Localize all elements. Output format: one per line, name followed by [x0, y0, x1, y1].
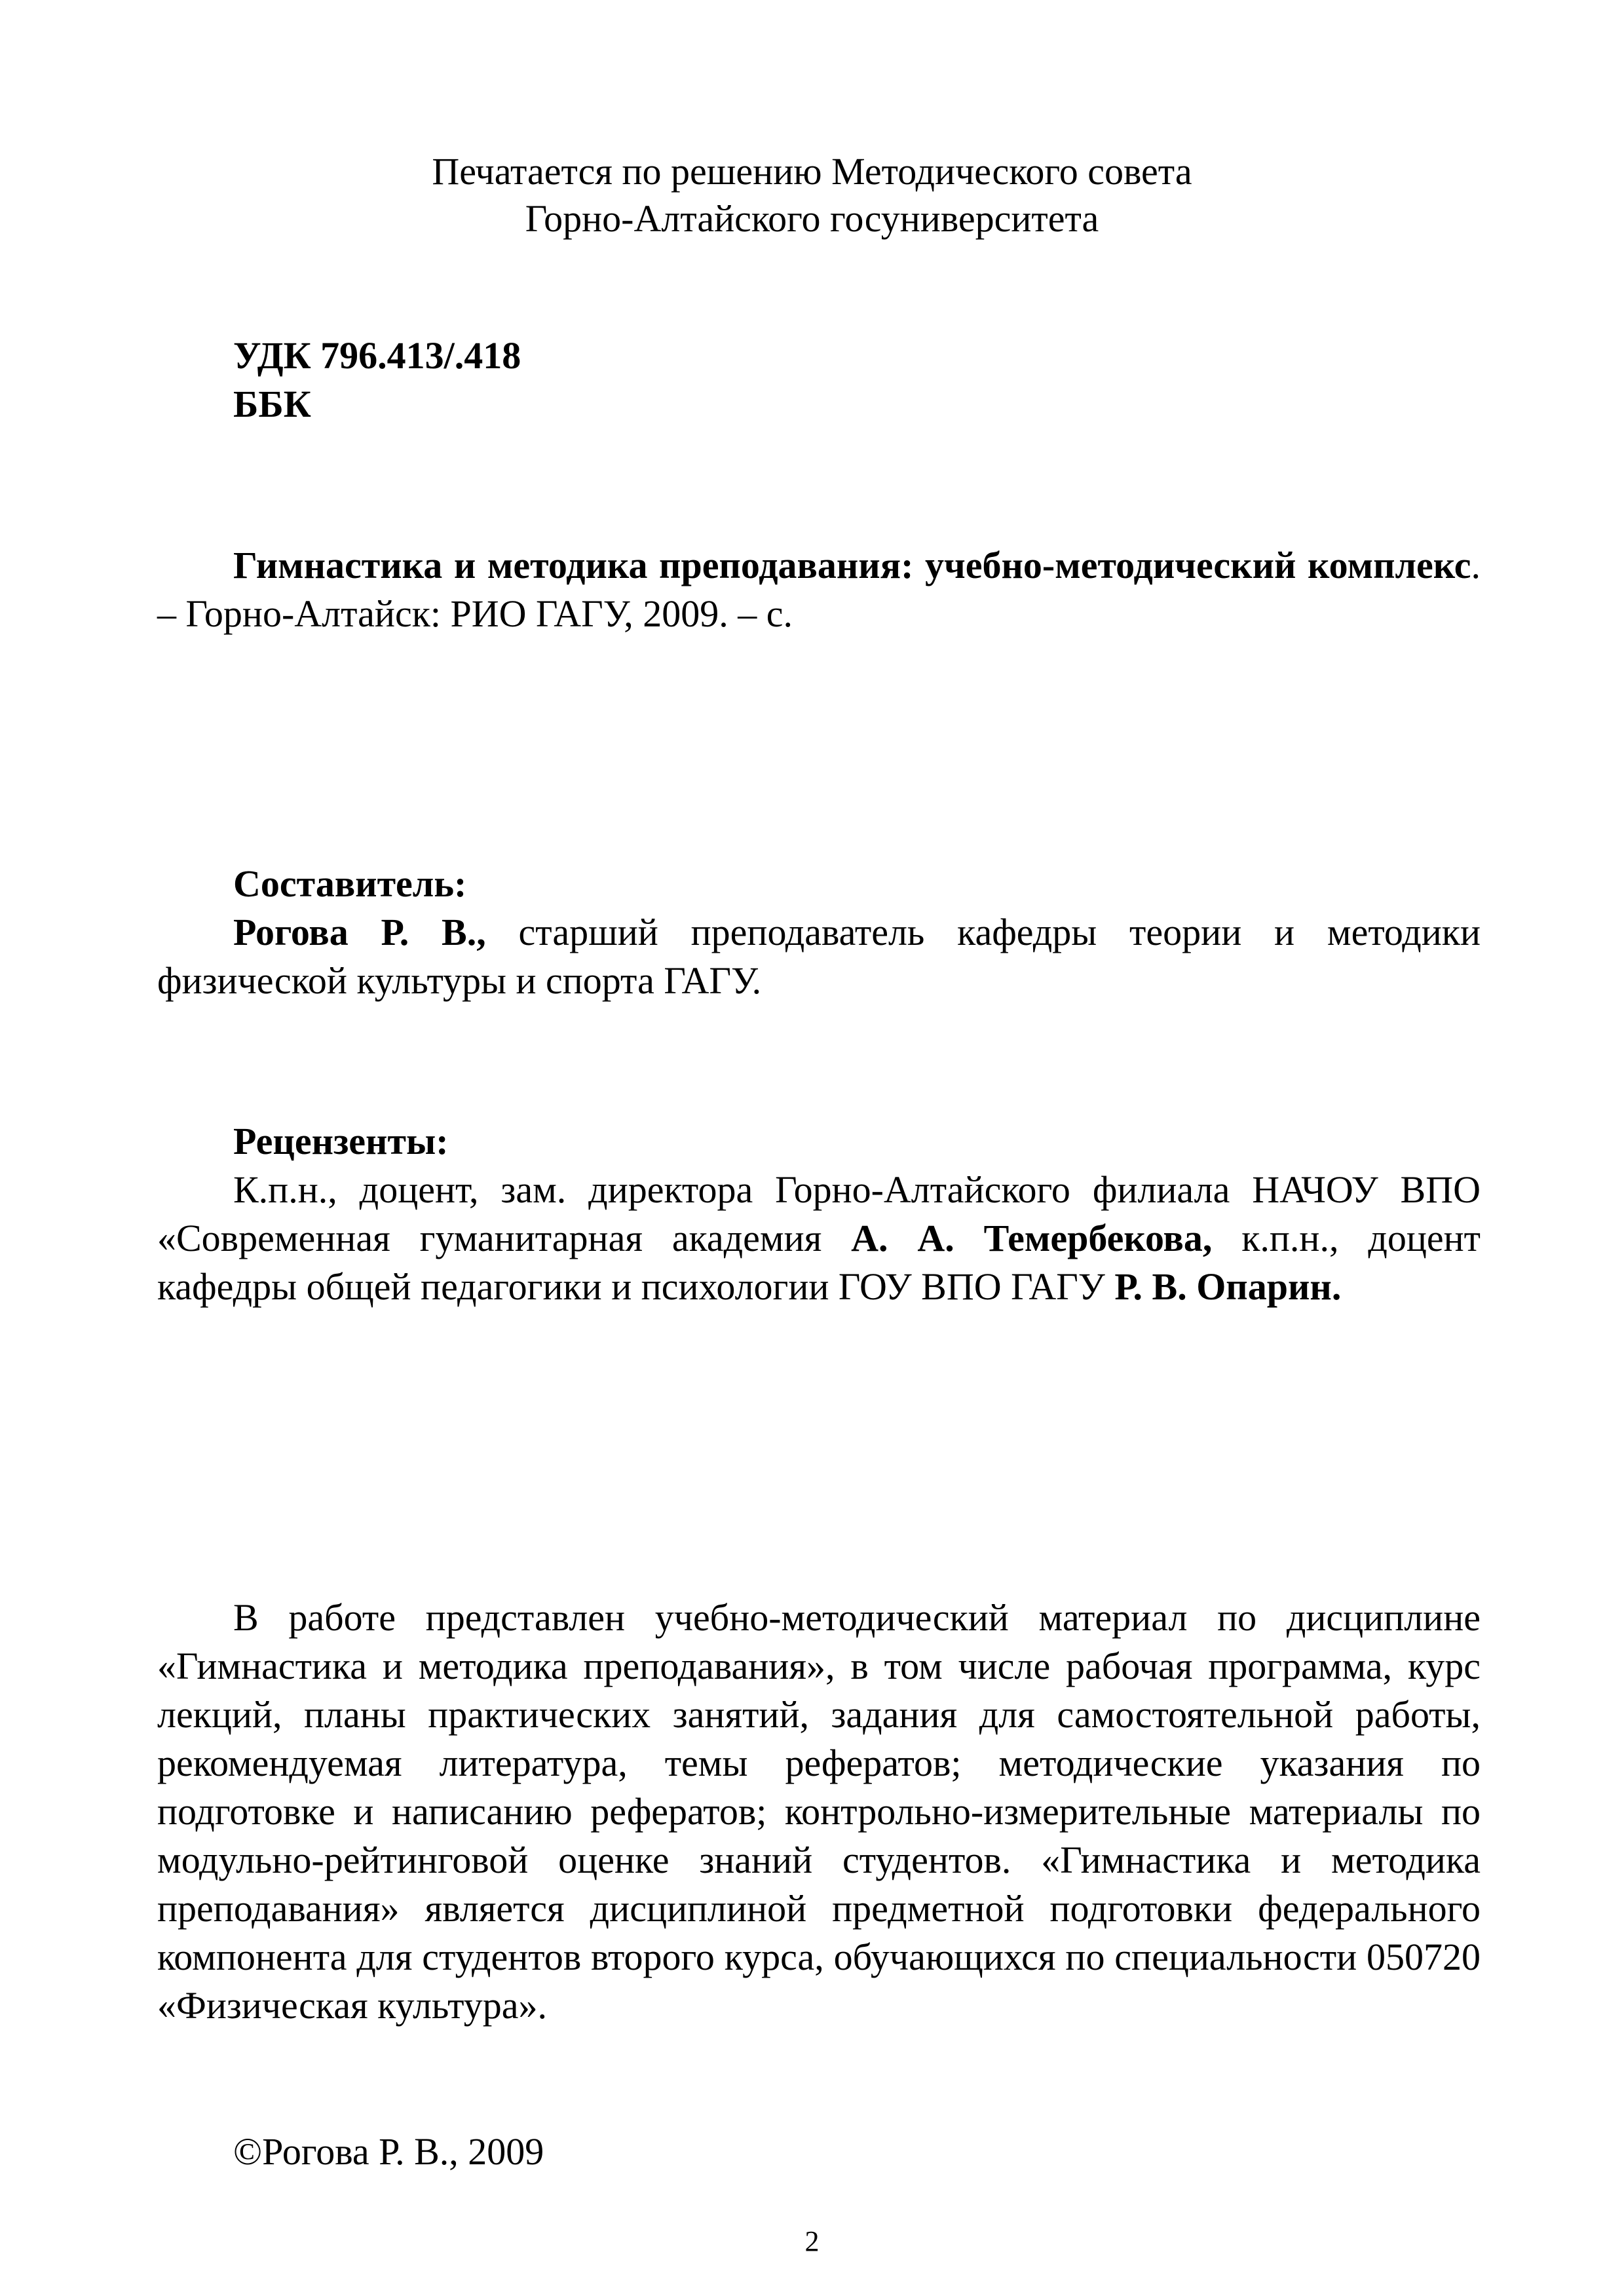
reviewer-name-2: Р. В. Опарин.: [1114, 1265, 1342, 1308]
bibliographic-details: . – Горно-Алтайск: РИО ГАГУ, 2009. – с.: [157, 544, 1481, 635]
reviewer-name-1: А. А. Темербекова,: [851, 1217, 1213, 1259]
header-line-2: Горно-Алтайского госуниверситета: [525, 197, 1099, 240]
compiler-section: [157, 860, 1481, 1005]
page-number: 2: [804, 2225, 820, 2257]
abstract-paragraph: В работе представлен учебно-методический материал по дисциплине «Гимнастика и методика преподавания», в том числе рабочая программа, курс лекций, планы практических занятий, задания для самостоятельной работы, рекомендуемая литература, темы рефератов; методические указания по подготовке и написанию рефератов; контрольно-измерительные материалы по модульно-рейтинговой оценке знаний студентов. «Гимнастика и методика преподавания» является дисциплиной предметной подготовки федерального компонента для студентов второго курса, обучающихся по специальности 050720 «Физическая культура».: [157, 1596, 1481, 2027]
reviewers-entry: [157, 1166, 1481, 1311]
compiler-name: Рогова Р. В.,: [233, 911, 486, 953]
reviewer-text-1: К.п.н., доцент, зам. директора Горно-Алтайского филиала НАЧОУ ВПО «Современная гуманитарная академия: [157, 1168, 1481, 1259]
publication-approval-header: [0, 148, 1624, 242]
classification-codes: [233, 332, 1478, 429]
bibliographic-entry: [157, 541, 1481, 638]
reviewers-heading: Рецензенты:: [233, 1120, 449, 1162]
reviewer-text-2: к.п.н., доцент кафедры общей педагогики и психологии ГОУ ВПО ГАГУ: [157, 1217, 1481, 1308]
compiler-heading: Составитель:: [233, 862, 467, 905]
udk-code: УДК 796.413/.418: [233, 334, 521, 377]
compiler-entry: [157, 908, 1481, 1005]
header-line-1: Печатается по решению Методического совета: [432, 150, 1192, 193]
bibliographic-title: Гимнастика и методика преподавания: учебно-методический комплекс: [233, 544, 1471, 586]
bbk-code: ББК: [233, 383, 311, 425]
reviewers-section: [157, 1117, 1481, 1311]
compiler-description: старший преподаватель кафедры теории и методики физической культуры и спорта ГАГУ.: [157, 911, 1481, 1002]
copyright-notice: ©Рогова Р. В., 2009: [233, 2130, 544, 2173]
